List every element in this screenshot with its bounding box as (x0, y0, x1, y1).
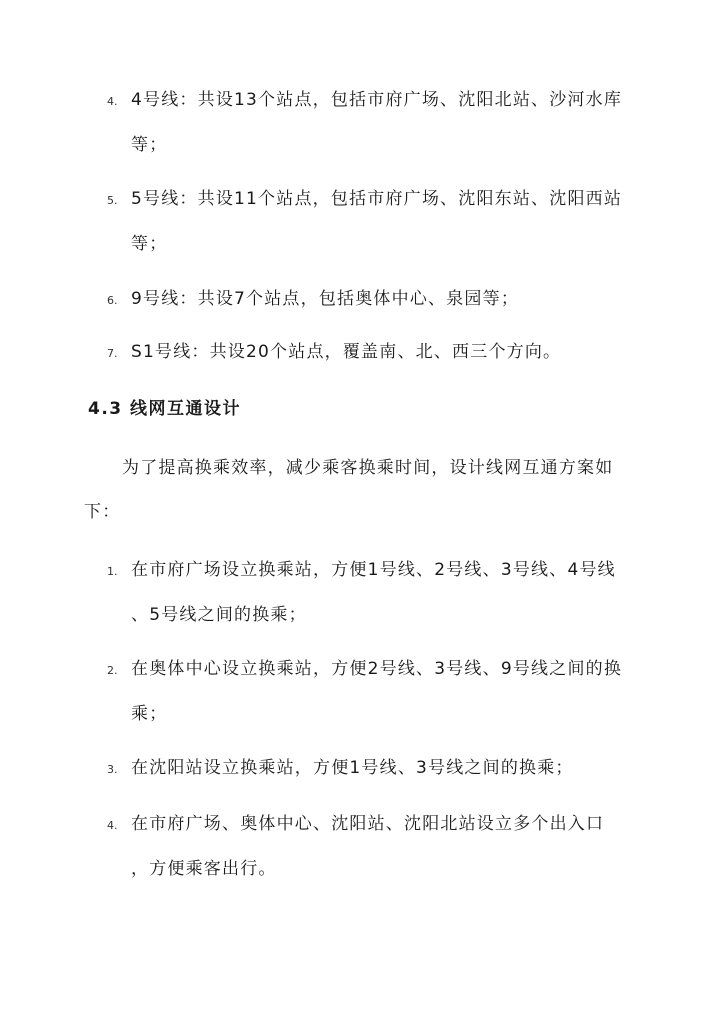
paragraph-line: 下： (84, 502, 121, 522)
list-number: 6. (107, 294, 118, 307)
list-number: 5. (107, 194, 118, 207)
list-number: 3. (107, 763, 118, 776)
list-text: S1号线：共设20个站点，覆盖南、北、西三个方向。 (131, 342, 562, 362)
list-text-continued: ，方便乘客出行。 (131, 859, 277, 879)
list-text-continued: 等； (131, 135, 168, 155)
list-text: 9号线：共设7个站点，包括奥体中心、泉园等； (131, 289, 520, 309)
list-text-continued: 等； (131, 234, 168, 254)
list-number: 4. (107, 95, 118, 108)
list-text: 在奥体中心设立换乘站，方便2号线、3号线、9号线之间的换 (131, 659, 623, 679)
list-text: 在市府广场设立换乘站，方便1号线、2号线、3号线、4号线 (131, 560, 616, 580)
list-number: 2. (107, 664, 118, 677)
list-number: 7. (107, 347, 118, 360)
list-text-continued: 乘； (131, 704, 168, 724)
list-text: 4号线：共设13个站点，包括市府广场、沈阳北站、沙河水库 (131, 90, 623, 110)
list-text-continued: 、5号线之间的换乘； (131, 605, 307, 625)
list-text: 5号线：共设11个站点，包括市府广场、沈阳东站、沈阳西站 (131, 189, 623, 209)
list-text: 在市府广场、奥体中心、沈阳站、沈阳北站设立多个出入口 (131, 814, 605, 834)
list-number: 4. (107, 819, 118, 832)
list-number: 1. (107, 565, 118, 578)
paragraph-line: 为了提高换乘效率，减少乘客换乘时间，设计线网互通方案如 (122, 458, 614, 478)
list-text: 在沈阳站设立换乘站，方便1号线、3号线之间的换乘； (131, 758, 574, 778)
section-heading: 4.3 线网互通设计 (88, 399, 242, 419)
